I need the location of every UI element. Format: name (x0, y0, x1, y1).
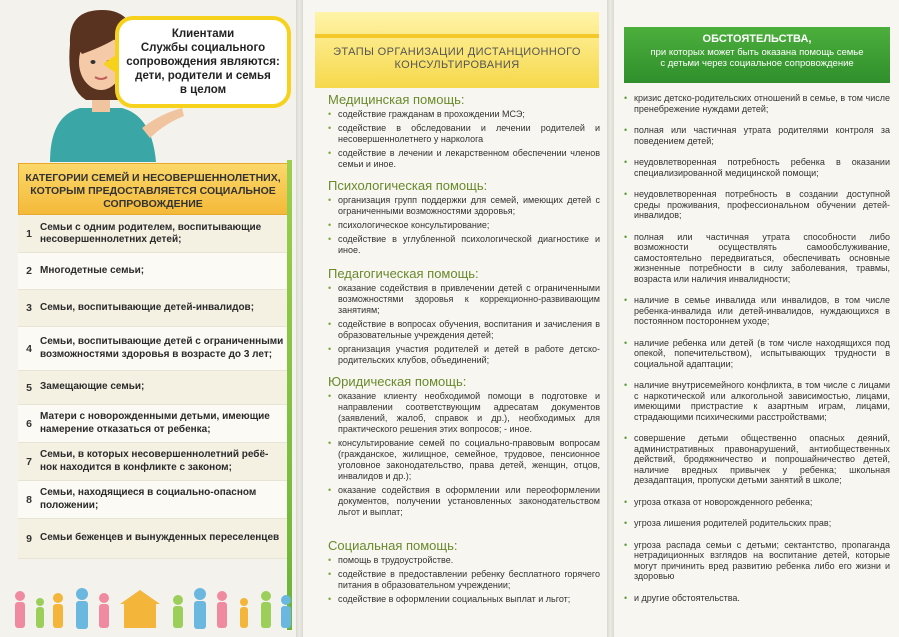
category-text: Семьи, находящиеся в социально-опасном положении; (40, 487, 257, 511)
list-item: • организация групп поддержки для семей, имеющих детей с ограниченными возможностями здоровья; (328, 195, 600, 217)
category-row (18, 519, 288, 559)
list-item: • неудовлетворенная потребность ребенка в оказании специализированной медицинской помощи; (624, 157, 890, 178)
list-item: • оказание содействия в привлечении детей с ограниченными возможностями здоровья к коррекционно-развивающим занятиям; (328, 283, 600, 316)
category-row (18, 443, 288, 481)
list-item: • психологическое консультирование; (328, 220, 600, 231)
right-panel (614, 0, 899, 637)
category-number: 8 (26, 493, 32, 506)
category-text: Семьи беженцев и вынужденных переселенцев (40, 532, 280, 544)
bubble-line: сопровождения являются: (126, 56, 280, 68)
stages-header-line: ЭТАПЫ ОРГАНИЗАЦИИ ДИСТАНЦИОННОГО (333, 46, 581, 58)
category-number: 1 (26, 228, 32, 240)
decorative-green-bar (287, 160, 292, 630)
section-pedagogical (328, 266, 600, 369)
bubble-line: Клиентами (171, 28, 235, 40)
list-item: • содействие в лечении и лекарственном обеспечении членов семьи и иное. (328, 148, 600, 170)
list-item: • организация участия родителей и детей в работе детско- родительских клубов, объединений; (328, 344, 600, 366)
category-number: 2 (26, 265, 32, 277)
list-item: • содействие в вопросах обучения, воспитания и зачисления в образовательные учреждения детей; (328, 319, 600, 341)
list-item: • кризис детско-родительских отношений в семье, в том числе пренебрежение нуждами детей; (624, 93, 890, 114)
section-title: Юридическая помощь: (328, 374, 467, 389)
circumstances-subtitle: с детьми через социальное сопровождение (660, 58, 854, 69)
list-item: • содействие в оформлении социальных выплат и льгот; (328, 594, 600, 605)
section-title: Психологическая помощь: (328, 178, 488, 193)
list-item: • угроза лишения родителей родительских прав; (624, 518, 890, 529)
list-item: • оказание клиенту необходимой помощи в подготовке и направлении соответствующим адресатам документов (заявлений, жалоб, справок и др.), необходимых для практического решения этих вопросов; - иное. (328, 391, 600, 435)
bubble-line: в целом (179, 84, 227, 96)
categories-header-line: КОТОРЫМ ПРЕДОСТАВЛЯЕТСЯ СОЦИАЛЬНОЕ (30, 185, 276, 197)
speech-bubble (115, 16, 291, 108)
section-medical (328, 92, 600, 173)
category-row (18, 216, 288, 253)
list-item: • консультирование семей по социально-правовым вопросам (гражданское, жилищное, семейное, трудовое, пенсионное уголовное законодательство, права детей, женщин, отцов, инвалидов и др.); (328, 438, 600, 482)
categories-header-line: КАТЕГОРИИ СЕМЕЙ И НЕСОВЕРШЕННОЛЕТНИХ, (25, 172, 281, 184)
category-text: Замещающие семьи; (40, 381, 145, 393)
section-title: Педагогическая помощь: (328, 266, 479, 281)
list-item: • содействие в углубленной психологической диагностике и иное. (328, 234, 600, 256)
circumstances-header (624, 27, 890, 83)
category-row (18, 481, 288, 519)
category-text: Семьи, в которых несовершеннолетний ребё-нок находится в конфликте с законом; (40, 449, 269, 473)
list-item: • неудовлетворенная потребность в создании доступной среды проживания, профессиональном обучении детей-инвалидов; (624, 189, 890, 221)
list-item: • наличие внутрисемейного конфликта, в том числе с лицами с наркотической или алкогольной зависимостью, лицами, имеющими пристрастие к азартным играм, лицами, страдающими психическими расстройствами; (624, 380, 890, 422)
category-text: Многодетные семьи; (40, 264, 145, 276)
category-text: Семьи, воспитывающие детей-инвалидов; (40, 301, 255, 313)
category-text: Семьи с одним родителем, воспитывающие несовершеннолетних детей; (40, 221, 262, 245)
section-title: Медицинская помощь: (328, 92, 465, 107)
circumstances-list (624, 93, 890, 614)
section-social (328, 538, 600, 608)
categories-list (18, 216, 288, 559)
list-item: • содействие в обследовании и лечении родителей и несовершеннолетнего у нарколога (328, 123, 600, 145)
category-number: 9 (26, 532, 32, 545)
categories-header (18, 163, 288, 215)
category-row (18, 327, 288, 371)
bubble-line: Службы социального (140, 42, 266, 54)
list-item: • полная или частичная утрата родителями контроля за поведением детей; (624, 125, 890, 146)
list-item: • наличие ребенка или детей (в том числе находящихся под опекой, попечительством), испытывающих трудности в социальной адаптации; (624, 338, 890, 370)
categories-header-line: СОПРОВОЖДЕНИЕ (103, 198, 203, 210)
category-row (18, 290, 288, 327)
list-item: • угроза распада семьи с детьми; сектантство, пропаганда нетрадиционных взглядов на воспитание детей, которые могут причинить вред развитию ребенка либо его жизни и здоровью (624, 540, 890, 582)
category-number: 4 (26, 342, 32, 355)
bubble-line: дети, родители и семья (135, 70, 271, 82)
section-psychological (328, 178, 600, 259)
category-text: Матери с новорожденными детьми, имеющие намерение отказаться от ребенка; (40, 411, 270, 435)
category-text: Семьи, воспитывающие детей с ограниченными возможностями здоровья в возрасте до 3 лет; (40, 336, 284, 360)
list-item: • содействие в предоставлении ребенку бесплатного горячего питания в образовательном учреждении; (328, 569, 600, 591)
list-item: • полная или частичная утрата способности либо возможности осуществлять самообслуживание, самостоятельно передвигаться, обеспечивать основные жизненные потребности в силу заболевания, травмы, возраста или наличия инвалидности; (624, 232, 890, 285)
list-item: • содействие гражданам в прохождении МСЭ; (328, 109, 600, 120)
circumstances-title: ОБСТОЯТЕЛЬСТВА, (702, 33, 812, 45)
stages-header-line: КОНСУЛЬТИРОВАНИЯ (394, 59, 520, 71)
stages-header-bar (315, 34, 599, 38)
family-silhouettes-illustration (10, 586, 296, 634)
list-item: • угроза отказа от новорожденного ребенка; (624, 497, 890, 508)
category-number: 3 (26, 302, 32, 314)
section-title: Социальная помощь: (328, 538, 458, 553)
category-number: 5 (26, 381, 32, 394)
list-item: • помощь в трудоустройстве. (328, 555, 600, 566)
list-item: • и другие обстоятельства. (624, 593, 890, 604)
page-fold (296, 0, 303, 637)
circumstances-subtitle: при которых может быть оказана помощь семье (650, 46, 864, 58)
category-number: 6 (26, 417, 32, 430)
list-item: • совершение детьми общественно опасных деяний, административных правонарушений, антиобщественных действий, бродяжничество и попрошайничество детей, наличие вредных привычек у ребенка; школьная дезадаптация, пропуски детьми занятий в школе; (624, 433, 890, 486)
stages-header (315, 12, 599, 88)
middle-panel (303, 0, 608, 637)
list-item: • наличие в семье инвалида или инвалидов, в том числе ребенка-инвалида или детей-инвалидов, нуждающихся в постоянном постороннем уходе; (624, 295, 890, 327)
category-row (18, 371, 288, 405)
list-item: • оказание содействия в оформлении или переоформлении документов, получении установленных законодательством льгот и выплат; (328, 485, 600, 518)
category-row (18, 405, 288, 443)
page-fold (607, 0, 614, 637)
section-legal (328, 374, 600, 521)
left-panel (0, 0, 296, 637)
category-row (18, 253, 288, 290)
category-number: 7 (26, 455, 32, 468)
